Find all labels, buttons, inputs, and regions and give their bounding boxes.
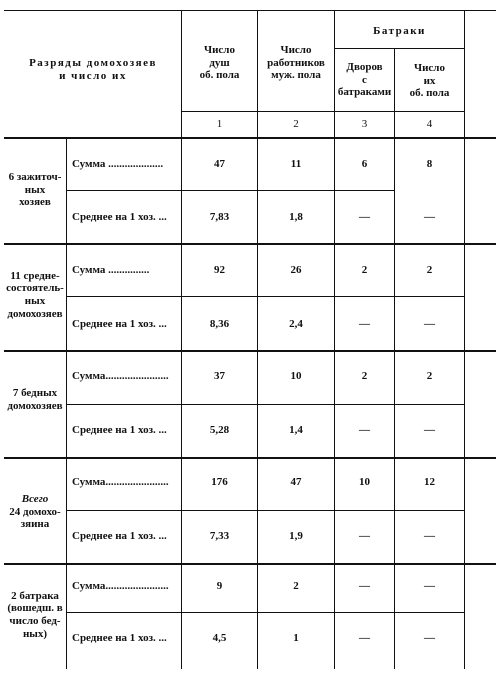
- row-label: Среднее на 1 хоз. ...: [72, 317, 167, 330]
- cell-c1: 47: [214, 157, 225, 170]
- row-label: Сумма ....................: [72, 157, 164, 170]
- row-separator-1: [66, 190, 394, 191]
- col-batraki-count-header: Число их об. пола: [409, 62, 450, 100]
- group-label-prefix: Всего: [21, 493, 49, 506]
- row-separator-5: [66, 612, 464, 613]
- col-workers-header: Число работников муж. пола: [267, 44, 325, 82]
- header-divider-e: [464, 10, 465, 138]
- cell-c1: 7,33: [209, 529, 230, 542]
- cell-c2: 2: [293, 579, 299, 592]
- cell-c3: —: [359, 579, 370, 592]
- cell-c2: 47: [290, 475, 302, 488]
- row-label: Среднее на 1 хоз. ...: [72, 529, 167, 542]
- cell-c4: 12: [424, 475, 435, 488]
- row-label: Среднее на 1 хоз. ...: [72, 631, 167, 644]
- cell-c1: 9: [216, 579, 223, 592]
- table-top-rule: [4, 10, 496, 11]
- cell-c1: 5,28: [209, 423, 230, 436]
- cell-c3: —: [359, 210, 370, 223]
- group-separator-1: [4, 243, 496, 245]
- cell-c1: 37: [214, 369, 225, 382]
- group-label: 6 зажиточ- ных хозяев: [8, 171, 62, 209]
- cell-c1: 4,5: [212, 631, 227, 644]
- cell-c3: 2: [361, 369, 368, 382]
- body-divider-label: [66, 138, 67, 669]
- row-label: Сумма.......................: [72, 579, 169, 592]
- cell-c3: 6: [361, 157, 368, 170]
- cell-c2: 26: [290, 263, 302, 276]
- group-label: 7 бедных домохозяев: [7, 387, 63, 412]
- cell-c3: —: [359, 317, 370, 330]
- cell-c2: 1: [293, 631, 299, 644]
- row-label: Сумма ...............: [72, 263, 150, 276]
- cell-c2: 2,4: [289, 317, 303, 330]
- row-separator-4: [66, 510, 464, 511]
- cell-c2: 1,4: [289, 423, 303, 436]
- cell-c4: 2: [426, 369, 433, 382]
- group-label: [6, 482, 64, 542]
- cell-c3: —: [359, 529, 370, 542]
- row-label: Сумма.......................: [72, 475, 169, 488]
- cell-c3: 10: [359, 475, 370, 488]
- col-number-1: 1: [216, 117, 223, 130]
- col-number-3: 3: [361, 117, 368, 130]
- group-label-text: 24 домохо- зяина: [9, 505, 61, 531]
- batraki-underline: [334, 48, 464, 49]
- category-header: Разряды домохозяев и число их: [29, 57, 157, 82]
- col-souls-header: Число душ об. пола: [199, 44, 240, 82]
- cell-c4: —: [424, 210, 435, 223]
- row-separator-3: [66, 404, 464, 405]
- cell-c4: —: [424, 579, 435, 592]
- group-separator-2: [4, 350, 496, 352]
- cell-c1: 176: [211, 475, 228, 488]
- batraki-header: Батраки: [373, 24, 426, 37]
- row-label: Сумма.......................: [72, 369, 169, 382]
- cell-c3: 2: [361, 263, 368, 276]
- cell-c4: 2: [426, 263, 433, 276]
- cell-c4: —: [424, 317, 435, 330]
- cell-c3: —: [359, 423, 370, 436]
- group-separator-3: [4, 457, 496, 459]
- cell-c4: —: [424, 529, 435, 542]
- col-households-header: Дворов с батраками: [337, 61, 392, 99]
- group-label: 2 батрака (вошедш. в число бед- ных): [7, 589, 63, 640]
- cell-c4: —: [424, 423, 435, 436]
- col-number-4: 4: [426, 117, 433, 130]
- row-separator-2: [66, 296, 464, 297]
- cell-c1: 92: [214, 263, 225, 276]
- cell-c2: 11: [290, 157, 302, 170]
- row-label: Среднее на 1 хоз. ...: [72, 210, 167, 223]
- header-rule: [181, 111, 464, 112]
- cell-c2: 1,9: [289, 529, 303, 542]
- body-divider-e: [464, 138, 465, 669]
- header-bottom-rule: [4, 137, 496, 139]
- cell-c1: 8,36: [209, 317, 230, 330]
- group-separator-4: [4, 563, 496, 565]
- cell-c4: —: [424, 631, 435, 644]
- cell-c4: 8: [426, 157, 433, 170]
- row-label: Среднее на 1 хоз. ...: [72, 423, 167, 436]
- cell-c2: 1,8: [289, 210, 303, 223]
- col-number-2: 2: [293, 117, 299, 130]
- group-label: 11 средне- состоятель- ных домохозяев: [6, 269, 64, 320]
- cell-c1: 7,83: [209, 210, 230, 223]
- cell-c3: —: [359, 631, 370, 644]
- cell-c2: 10: [290, 369, 302, 382]
